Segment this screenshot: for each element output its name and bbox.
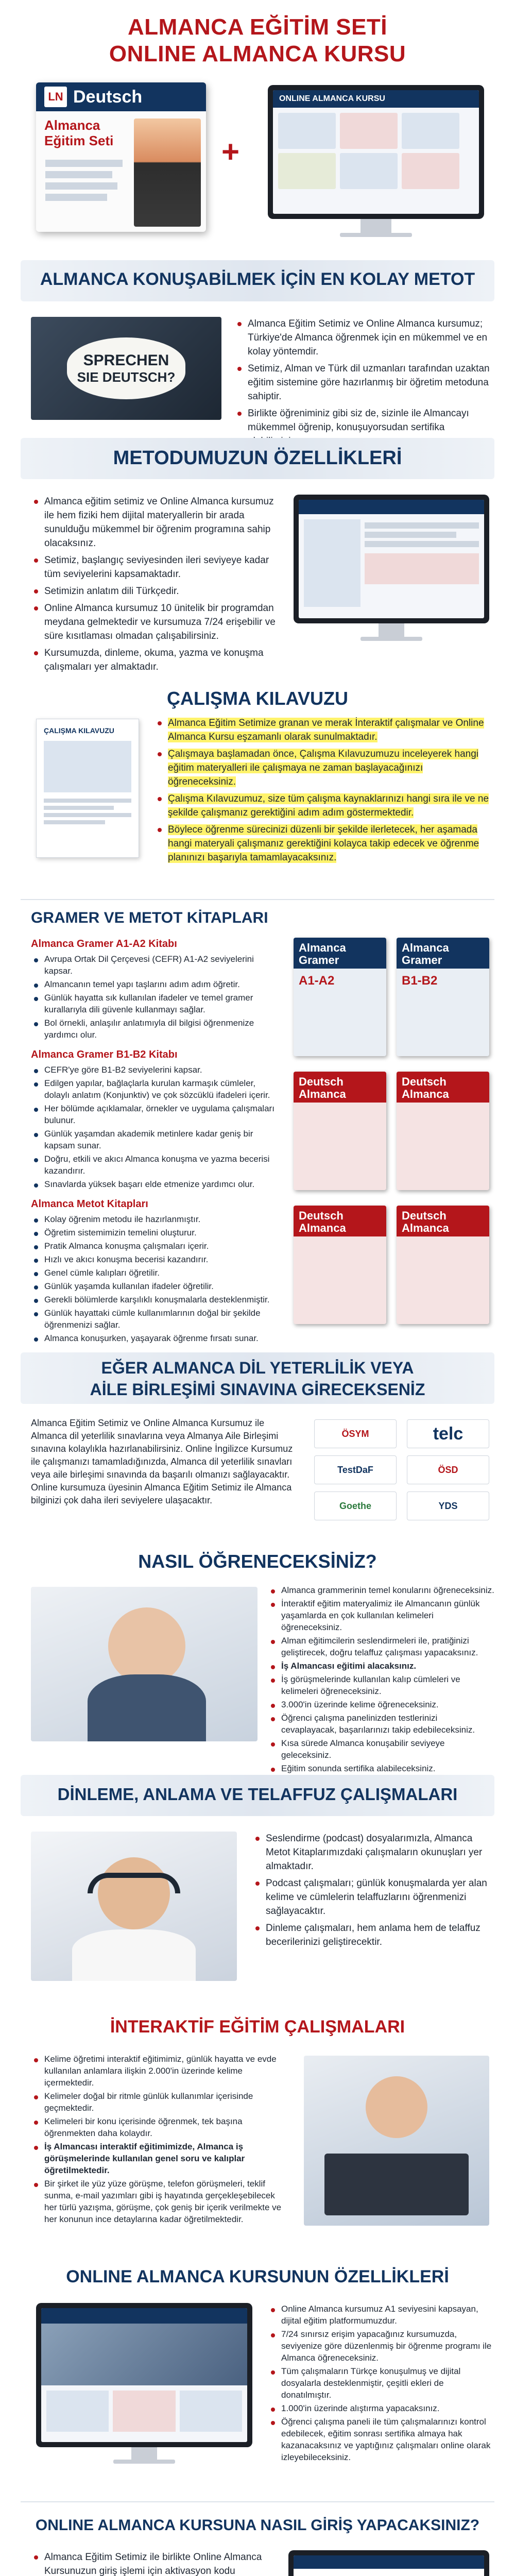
box-brand: Deutsch [73,87,143,107]
list-item: Bir şirket ile yüz yüze görüşme, telefon görüşmeleri, teklif sunma, e-mail yazımları gibi iş hayatında gerçekleşebilecek her türlü yazışma, görüşme, çok geniş bir içerik verilmekte ve her konunun ince detaylarına kadar öğretilmektedir. [31,2178,288,2225]
learn-title: NASIL ÖĞRENECEKSİNİZ? [138,1551,377,1572]
listen-photo [31,1832,237,1981]
list-item: 1.000'in üzerinde alıştırma yapacaksınız. [268,2402,494,2414]
list-item: İnteraktif eğitim materyalimiz ile Almancanın günlük yaşamlarda en çok kullanılan kelimeleri öğreneceksiniz. [268,1598,494,1633]
list-item: Kursumuzda, dinleme, okuma, yazma ve konuşma çalışmaları yer almaktadır. [31,646,278,674]
highlighted-text: Çalışmaya başlamadan önce, Çalışma Kılavuzumuzu inceleyerek hangi eğitim materyalleri ile çalışmaya ne zaman başlayacağınızı öğreneceksiniz. [168,749,479,787]
book-cover-title: Almanca Gramer [402,941,449,967]
list-item: Online Almanca kursumuz A1 seviyesini kapsayan, dijital eğitim platformumuzdur. [268,2303,494,2327]
guide-bullets [154,716,489,868]
book-cover [397,1206,489,1324]
list-item: Öğrenci çalışma paneli ile tüm çalışmalarınızı kontrol edebilecek, eğitim sonrası sertifika almaya hak kazanacaksınız ve yaptığınız çalışmaları online olarak izleyebileceksiniz. [268,2416,494,2463]
section-divider [21,2501,494,2502]
book-cover-title: Deutsch Almanca [402,1209,449,1234]
interactive-title: İNTERAKTİF EĞİTİM ÇALIŞMALARI [110,2017,405,2037]
plus-sign: + [221,134,240,169]
monitor-base [113,2460,175,2464]
exam-text: Almanca Eğitim Setimiz ve Online Almanca Kursumuz ile Almanca dil yeterlilik sınavlarına veya Almanya Aile Birleşimi sınavına kolaylıkla hazırlanabilirsiniz. Online İngilizce Kursumuz ile çalışmanızı tamamladığınızda, Almanca dil yeterlilik sınavları veya aile birleşimi sınavında da başarılı olmanızı sağlayacaktır. Online kursumuza üyesinin Almanca Eğitim Setimiz ile Almanca bilginizi çok daha ileri seviyelere ulaşacaktır. [31,1418,293,1505]
list-item: 7/24 sınırsız erişim yapacağınız kursumuzda, seviyenize göre düzenlenmiş bir öğrenme programı ile Almanca öğreneceksiniz. [268,2328,494,2364]
list-item [154,716,489,744]
monitor-stand [379,623,404,638]
exam-logo: telc [407,1419,489,1448]
books-text-column [31,935,278,1346]
list-item: Günlük hayatta sık kullanılan ifadeler ve temel gramer kurallarıyla dili güvenle kullanmayı sağlar. [31,992,278,1015]
booklet-label: ÇALIŞMA KILAVUZU [44,726,114,735]
list-item: Birlikte öğreniminiz gibi siz de, sizinle ile Almancayı mükemmel öğrenip, konuşuyorsudan sertifika [234,406,492,448]
list-item: Günlük yaşamdan akademik metinlere kadar geniş bir kapsam sunar. [31,1128,278,1151]
intro-bullets [234,317,492,451]
list-item: Almanca konuşurken, yaşayarak öğrenme fırsatı sunar. [31,1332,278,1344]
exam-logo: ÖSYM [314,1419,397,1448]
exam-logo: TestDaF [314,1455,397,1484]
list-item: Doğru, etkili ve akıcı Almanca konuşma ve yazma becerisi kazandırır. [31,1153,278,1177]
list-item: Genel cümle kalıpları öğretilir. [31,1267,278,1279]
login-bullets [31,2550,268,2576]
book-m-heading: Almanca Metot Kitapları [31,1198,148,1210]
book-a-heading: Almanca Gramer A1-A2 Kitabı [31,938,177,950]
list-item: Öğrenci çalışma panelinizden testlerinizi cevaplayacak, başarılarınızı takip edebileceksiniz. [268,1712,494,1736]
list-item: Seslendirme (podcast) dosyalarımızla, Almanca Metot Kitaplarımızdaki çalışmaların okunuşları yer almaktadır. [252,1832,489,1873]
book-cover-title: Deutsch Almanca [299,1209,346,1234]
list-item: Online Almanca kursumuz 10 ünitelik bir programdan meydana gelmektedir ve kursumuza 7/24 erişebilir ve süre kısıtlaması olmadan çalışabilirsiniz. [31,601,278,643]
interactive-photo [304,2056,489,2226]
list-item: 3.000'in üzerinde kelime öğreneceksiniz. [268,1699,494,1710]
login-title: ONLINE ALMANCA KURSUNA NASIL GİRİŞ YAPACAKSINIZ? [35,2517,480,2534]
list-item: Günlük yaşamda kullanılan ifadeler öğretilir. [31,1280,278,1292]
exam-logo: YDS [407,1492,489,1520]
login-monitor [288,2550,489,2576]
book-cover-level: A1-A2 [299,973,335,988]
laptop-icon [324,2154,469,2215]
book-m-bullets [31,1213,278,1344]
learn-bullets [268,1584,494,1776]
list-item [31,2141,288,2176]
hero-title-line2: ONLINE ALMANCA KURSU [109,41,406,66]
list-item: Kelimeleri bir konu içerisinde öğrenmek, tek başına öğrenmekten daha kolaydır. [31,2115,288,2139]
bold-text: İş Almancası interaktif eğitimimizde, Almanca iş görüşmelerinde kullanılan genel soru ve kalıplar öğretilmektedir. [44,2142,245,2175]
product-box [36,82,206,232]
list-item: Kelime öğretimi interaktif eğitimimiz, günlük hayatta ve evde kullanılan anlamlara ilişkin 2.000'in üzerinde kelime içermektedir. [31,2053,288,2089]
exam-logo: Goethe [314,1492,397,1520]
learn-photo [31,1587,258,1741]
list-item: Dinleme çalışmaları, hem anlama hem de telaffuz becerilerinizi geliştirecektir. [252,1921,489,1949]
hero-title-line1: ALMANCA EĞİTİM SETİ [127,14,388,40]
book-b-bullets [31,1064,278,1190]
speech-line1: SPRECHEN [83,351,169,369]
book-cover [294,1206,386,1324]
list-item: Bol örnekli, anlaşılır anlatımıyla dil bilgisi öğrenmenize yardımcı olur. [31,1017,278,1041]
book-b-heading: Almanca Gramer B1-B2 Kitabı [31,1049,178,1060]
list-item: İş görüşmelerinde kullanılan kalıp cümleleri ve kelimeleri öğreneceksiniz. [268,1673,494,1697]
monitor-base [340,233,412,237]
monitor-title: ONLINE ALMANCA KURSU [273,90,479,108]
book-cover-title: Deutsch Almanca [299,1075,346,1100]
book-cover-level: B1-B2 [402,973,438,988]
highlighted-text: Almanca Eğitim Setimize granan ve merak İnteraktif çalışmalar ve Online Almanca Kursu eşzamanlı olarak sunulmaktadır. [168,718,484,742]
course-bullets [268,2303,494,2465]
list-item: Kısa sürede Almanca konuşabilir seviyeye geleceksiniz. [268,1737,494,1761]
list-item: Gerekli bölümlerde karşılıklı konuşmalarla desteklenmiştir. [31,1294,278,1306]
list-item [154,747,489,789]
monitor-stand [131,2447,157,2461]
list-item: Setimiz, başlangıç seviyesinden ileri seviyeye kadar tüm seviyelerini kapsamaktadır. [31,553,278,581]
book-cover [397,938,489,1056]
list-item: Eğitim sonunda sertifika alabileceksiniz. [268,1762,494,1774]
book-cover [294,938,386,1056]
list-item: Sınavlarda yüksek başarı elde etmenize yardımcı olur. [31,1178,278,1190]
book-cover [397,1072,489,1190]
box-title: Almanca Eğitim Seti [44,117,114,148]
list-item: Tüm çalışmaların Türkçe konuşulmuş ve dijital dosyalarla desteklenmiştir, çeşitli ekleri de donatılmıştır. [268,2365,494,2401]
listen-bullets [252,1832,489,1952]
book-a-bullets [31,953,278,1041]
list-item: Günlük hayattaki cümle kullanımlarının doğal bir şekilde öğrenmenizi sağlar. [31,1307,278,1331]
list-item [154,792,489,820]
course-monitor [36,2303,252,2447]
list-item: Setimiz, Alman ve Türk dil uzmanları tarafından uzaktan eğitim sistemine göre hazırlanmış bir öğretim metoduna sahiptir. [234,362,492,403]
exam-logo: ÖSD [407,1455,489,1484]
features-title: METODUMUZUN ÖZELLİKLERİ [113,447,402,469]
course-title: ONLINE ALMANCA KURSUNUN ÖZELLİKLERİ [66,2267,449,2286]
brand-logo-icon: LN [44,87,67,107]
guide-booklet [36,719,139,858]
monitor-base [360,637,422,641]
list-item: Alman eğitimcilerin seslendirmeleri ile, pratiğinizi geliştirecek, doğru telaffuz çalışması yapacaksınız. [268,1635,494,1658]
student-photo [134,118,201,227]
book-cover-title: Deutsch Almanca [402,1075,449,1100]
list-item: Almanca Eğitim Setimiz ve Online Almanca kursumuz; Türkiye'de Almanca öğrenmek için en mükemmel ve en kolay yöntemdir. [234,317,492,359]
features-bullets [31,495,278,677]
list-item: CEFR'ye göre B1-B2 seviyelerini kapsar. [31,1064,278,1076]
sprechen-photo [31,317,221,420]
headphones-icon [88,1873,180,1893]
list-item: Kolay öğrenim metodu ile hazırlanmıştır. [31,1213,278,1225]
list-item: Kelimeler doğal bir ritmle günlük kullanımlar içerisinde geçmektedir. [31,2090,288,2114]
guide-title: ÇALIŞMA KILAVUZU [167,688,348,709]
books-title: GRAMER VE METOT KİTAPLARI [31,909,268,926]
list-item: Her bölümde açıklamalar, örnekler ve uygulama çalışmaları bulunur. [31,1103,278,1126]
list-item: Podcast çalışmaları; günlük konuşmalarda yer alan kelime ve cümlelerin telaffuzlarını öğrenmenizi sağlayacaktır. [252,1876,489,1918]
list-item [154,823,489,865]
interactive-bullets [31,2053,288,2227]
list-item: Almancanın temel yapı taşlarını adım adım öğretir. [31,978,278,990]
exam-title-line1: EĞER ALMANCA DİL YETERLİLİK VEYA [101,1359,414,1377]
list-item: Almanca Eğitim Setimiz ile birlikte Online Almanca Kursunuzun giriş işlemi için aktivasyon kodu [31,2550,268,2576]
exam-title-line2: AİLE BİRLEŞİMİ SINAVINA GİRECEKSENİZ [90,1380,425,1399]
list-item: Avrupa Ortak Dil Çerçevesi (CEFR) A1-A2 seviyelerini kapsar. [31,953,278,977]
list-item: Öğretim sistemimizin temelini oluşturur. [31,1227,278,1239]
list-item: Setimizin anlatım dili Türkçedir. [31,584,278,598]
speech-line2: SIE DEUTSCH? [77,369,176,385]
list-item: Pratik Almanca konuşma çalışmaları içerir. [31,1240,278,1252]
section-divider [21,899,494,900]
listen-title: DİNLEME, ANLAMA VE TELAFFUZ ÇALIŞMALARI [57,1785,458,1804]
list-item [268,1660,494,1672]
bold-text: İş Almancası eğitimi alacaksınız. [281,1661,417,1671]
list-item: Almanca eğitim setimiz ve Online Almanca kursumuz ile hem fiziki hem dijital materyallerin bir arada sunulduğu mükemmel bir öğrenim programına sahip olacaksınız. [31,495,278,550]
list-item: Hızlı ve akıcı konuşma becerisi kazandırır. [31,1253,278,1265]
book-cover-title: Almanca Gramer [299,941,346,967]
monitor-stand [360,219,391,234]
hero-monitor [268,85,484,219]
highlighted-text: Çalışma Kılavuzumuz, size tüm çalışma kaynaklarınızı hangi sıra ile ve ne şekilde çalışmanız gerektiğini adım adım göstermektedir. [168,793,489,818]
features-monitor [294,495,489,623]
list-item: Edilgen yapılar, bağlaçlarla kurulan karmaşık cümleler, dolaylı anlatım (Konjunktiv) ve çok sözcüklü ifadeleri içerir. [31,1077,278,1101]
book-cover [294,1072,386,1190]
intro-title: ALMANCA KONUŞABİLMEK İÇİN EN KOLAY METOT [40,269,475,289]
highlighted-text: Böylece öğrenme sürecinizi düzenli bir şekilde ilerletecek, her aşamada hangi materyali çalışmanız gerektiğini kolayca takip edecek ve öğrenme planınızı başarıyla tamamlayacaksınız. [168,824,479,863]
list-item: Almanca grammerinin temel konularını öğreneceksiniz. [268,1584,494,1596]
